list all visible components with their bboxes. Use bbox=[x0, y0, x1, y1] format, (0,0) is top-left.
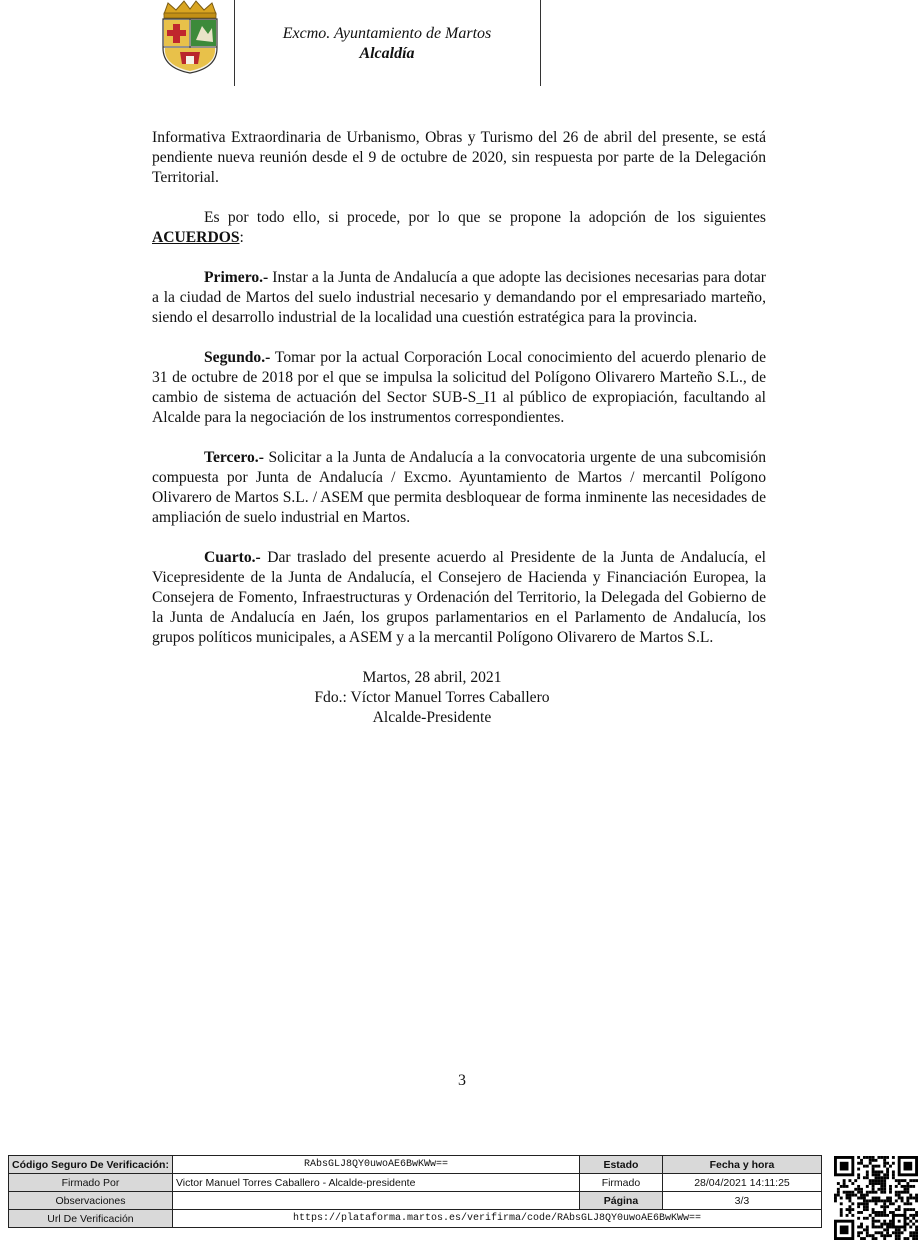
cuarto-text: Dar traslado del presente acuerdo al Presidente de la Junta de Andalucía, el Vicepresidente de la Junta de Andalucía, el Consejero de Hacienda y Financiación Europea, la Consejera de Fomento, Infraestructuras y Ordenación del Territorio, la Delegada del Gobierno de la Junta de Andalucía en Jaén, los grupos parlamentarios en el Parlamento de Andalucía, los grupos políticos municipales, a ASEM y a la mercantil Polígono Olivarero de Martos S.L. bbox=[152, 549, 766, 646]
proposal-colon: : bbox=[239, 229, 244, 246]
url-value[interactable]: https://plataforma.martos.es/verifirma/code/RAbsGLJ8QY0uwoAE6BwKWw== bbox=[172, 1210, 821, 1228]
firmado-por-label: Firmado Por bbox=[9, 1174, 173, 1192]
signature-role: Alcalde-Presidente bbox=[372, 709, 492, 726]
agreement-primero bbox=[152, 268, 766, 328]
header-institution: Excmo. Ayuntamiento de Martos bbox=[282, 25, 492, 42]
signature-signer: Fdo.: Víctor Manuel Torres Caballero bbox=[314, 689, 550, 706]
table-row bbox=[9, 1210, 822, 1228]
header-department: Alcaldía bbox=[359, 45, 415, 62]
fecha-value: 28/04/2021 14:11:25 bbox=[662, 1174, 821, 1192]
coat-of-arms-icon bbox=[158, 0, 222, 74]
table-row bbox=[9, 1174, 822, 1192]
primero-text: Instar a la Junta de Andalucía a que adopte las decisiones necesarias para dotar a la ciudad de Martos del suelo industrial necesario y demandando por el empresariado marteño, siendo el desarrollo industrial de la localidad una cuestión estratégica para la provincia. bbox=[152, 269, 766, 326]
paragraph-proposal bbox=[152, 208, 766, 248]
url-label: Url De Verificación bbox=[9, 1210, 173, 1228]
pagina-value: 3/3 bbox=[662, 1192, 821, 1210]
table-row bbox=[9, 1156, 822, 1174]
observaciones-label: Observaciones bbox=[9, 1192, 173, 1210]
signature-place-date: Martos, 28 abril, 2021 bbox=[362, 669, 502, 686]
document-body bbox=[152, 128, 766, 728]
pagina-label: Página bbox=[579, 1192, 662, 1210]
segundo-label: Segundo.- bbox=[204, 349, 271, 366]
qr-code-icon bbox=[834, 1156, 918, 1240]
header-divider-right bbox=[540, 0, 541, 86]
agreement-tercero bbox=[152, 448, 766, 528]
cuarto-label: Cuarto.- bbox=[204, 549, 261, 566]
proposal-text: Es por todo ello, si procede, por lo que se propone la adopción de los siguientes bbox=[204, 209, 766, 226]
verification-table bbox=[8, 1155, 822, 1228]
page-number: 3 bbox=[458, 1072, 466, 1089]
firmado-por-value: Victor Manuel Torres Caballero - Alcalde-presidente bbox=[172, 1174, 579, 1192]
tercero-label: Tercero.- bbox=[204, 449, 264, 466]
estado-value: Firmado bbox=[579, 1174, 662, 1192]
acuerdos-heading: ACUERDOS bbox=[152, 229, 240, 246]
agreement-cuarto bbox=[152, 548, 766, 648]
paragraph-intro: Informativa Extraordinaria de Urbanismo, Obras y Turismo del 26 de abril del presente, se está pendiente nueva reunión desde el 9 de octubre de 2020, sin respuesta por parte de la Delegación Territorial. bbox=[152, 129, 766, 186]
observaciones-value bbox=[172, 1192, 579, 1210]
estado-label: Estado bbox=[579, 1156, 662, 1174]
tercero-text: Solicitar a la Junta de Andalucía a la convocatoria urgente de una subcomisión compuesta por Junta de Andalucía / Excmo. Ayuntamiento de Martos / mercantil Polígono Olivarero de Martos S.L. / ASEM que permita desbloquear de forma inminente las necesidades de ampliación de suelo industrial en Martos. bbox=[152, 449, 766, 526]
agreement-segundo bbox=[152, 348, 766, 428]
segundo-text: Tomar por la actual Corporación Local conocimiento del acuerdo plenario de 31 de octubre de 2018 por el que se impulsa la solicitud del Polígono Olivarero Marteño S.L., de cambio de sistema de actuación del Sector SUB-S_I1 al público de expropiación, facultando al Alcalde para la negociación de los instrumentos correspondientes. bbox=[152, 349, 766, 426]
csv-value: RAbsGLJ8QY0uwoAE6BwKWw== bbox=[172, 1156, 579, 1174]
primero-label: Primero.- bbox=[204, 269, 269, 286]
csv-label: Código Seguro De Verificación: bbox=[9, 1156, 173, 1174]
table-row bbox=[9, 1192, 822, 1210]
fecha-label: Fecha y hora bbox=[662, 1156, 821, 1174]
header-divider-left bbox=[234, 0, 235, 86]
signature-block bbox=[252, 668, 612, 728]
